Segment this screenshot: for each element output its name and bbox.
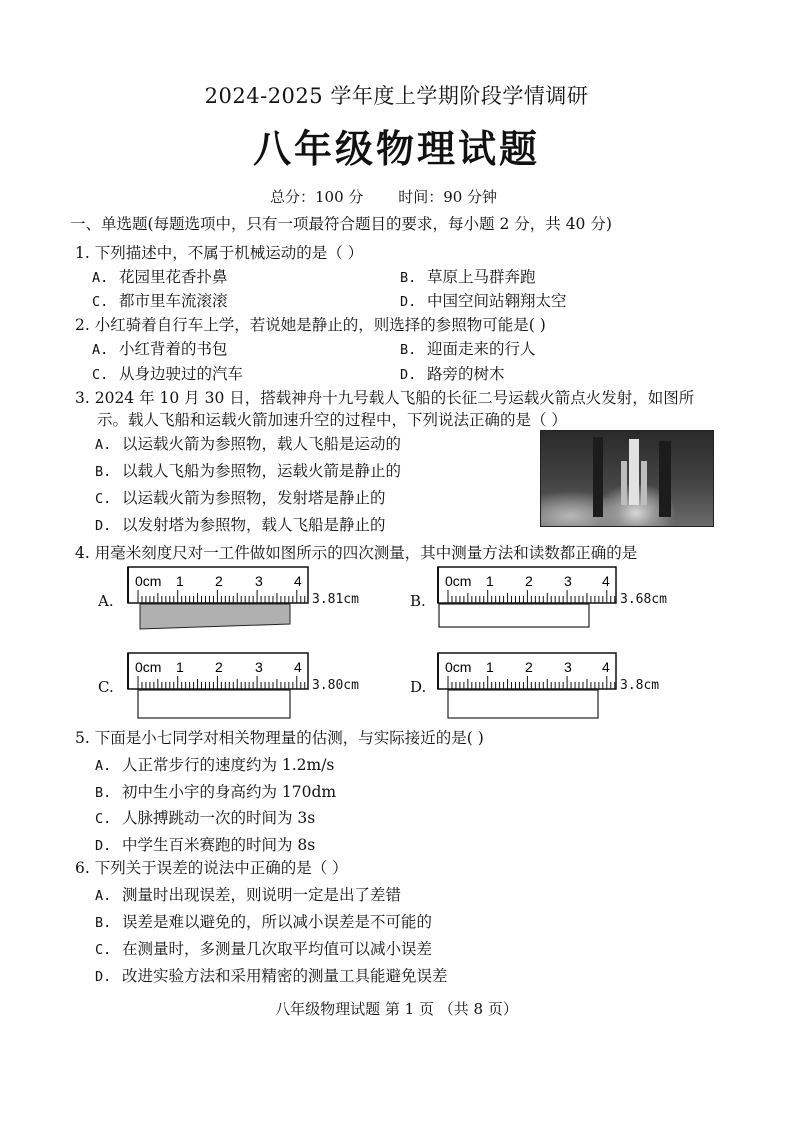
ruler-d-tick-4: 4 (602, 659, 610, 675)
ruler-a-tick-2: 2 (215, 573, 223, 589)
q6-option-b (95, 910, 432, 932)
option-label: B. (95, 915, 112, 931)
option-label: A. (92, 270, 109, 286)
rocket-body (629, 439, 639, 505)
exam-title: 八年级物理试题 (252, 126, 540, 171)
q1-option-c (92, 289, 227, 311)
ruler-a-workpiece (140, 604, 290, 629)
ruler-b-label: B. (410, 592, 426, 610)
ruler-a-zero-label: 0cm (135, 573, 162, 589)
ruler-c-tick-4: 4 (294, 659, 302, 675)
option-text: 小红背着的书包 (118, 340, 228, 358)
option-text: 花园里花香扑鼻 (118, 268, 228, 286)
q6-option-a (95, 883, 401, 905)
ruler-d-workpiece (448, 690, 598, 718)
option-label: C. (95, 491, 112, 507)
option-label: B. (400, 270, 417, 286)
option-text: 以运载火箭为参照物，发射塔是静止的 (121, 489, 386, 507)
ruler-d-zero-label: 0cm (445, 659, 472, 675)
q1-option-d (400, 289, 566, 311)
exam-meta (270, 186, 527, 207)
option-text: 人脉搏跳动一次的时间为 3s (121, 809, 316, 827)
question-1-stem: 1. 下列描述中，不属于机械运动的是（ ） (75, 244, 364, 262)
q2-option-b (400, 337, 535, 359)
option-text: 迎面走来的行人 (426, 340, 536, 358)
q6-option-d (95, 964, 447, 986)
ruler-c-tick-1: 1 (176, 659, 184, 675)
option-text: 路旁的树木 (426, 365, 505, 383)
ruler-b-tick-1: 1 (486, 573, 494, 589)
question-3-stem-line2: 示。载人飞船和运载火箭加速升空的过程中，下列说法正确的是（ ） (97, 411, 567, 429)
option-label: D. (400, 294, 417, 310)
q5-option-d (95, 833, 315, 855)
option-text: 以发射塔为参照物，载人飞船是静止的 (121, 516, 386, 534)
option-label: C. (92, 367, 109, 383)
option-text: 从身边驶过的汽车 (118, 365, 243, 383)
option-label: C. (95, 942, 112, 958)
option-label: D. (95, 838, 112, 854)
q2-option-a (92, 337, 227, 359)
ruler-b-workpiece (439, 604, 589, 627)
ruler-a-tick-1: 1 (176, 573, 184, 589)
q5-option-c (95, 806, 315, 828)
option-text: 在测量时，多测量几次取平均值可以减小误差 (121, 940, 432, 958)
option-text: 误差是难以避免的，所以减小误差是不可能的 (121, 913, 432, 931)
ruler-d-label: D. (410, 678, 427, 696)
option-text: 测量时出现误差，则说明一定是出了差错 (121, 886, 401, 904)
question-6-stem: 6. 下列关于误差的说法中正确的是（ ） (75, 859, 348, 877)
ruler-b-tick-4: 4 (602, 573, 610, 589)
option-label: C. (95, 811, 112, 827)
option-text: 中国空间站翱翔太空 (426, 292, 567, 310)
option-label: D. (95, 969, 112, 985)
option-text: 都市里车流滚滚 (118, 292, 228, 310)
q2-option-d (400, 362, 504, 384)
launch-tower-right (659, 441, 671, 517)
exam-time: 时间：90 分钟 (398, 188, 498, 206)
option-text: 人正常步行的速度约为 1.2m/s (121, 756, 335, 774)
section-heading: 一、单选题(每题选项中，只有一项最符合题目的要求，每小题 2 分，共 40 分) (70, 215, 612, 233)
q1-option-b (400, 265, 535, 287)
ruler-c-reading: 3.80cm (312, 678, 359, 693)
option-text: 改进实验方法和采用精密的测量工具能避免误差 (121, 967, 448, 985)
q3-option-b (95, 459, 401, 481)
ruler-d-tick-2: 2 (525, 659, 533, 675)
page-footer: 八年级物理试题 第 1 页 （共 8 页） (275, 1000, 518, 1018)
option-text: 初中生小宇的身高约为 170dm (121, 783, 337, 801)
rocket-launch-photo (540, 430, 714, 527)
q3-option-a (95, 432, 401, 454)
ruler-b-tick-2: 2 (525, 573, 533, 589)
option-text: 以运载火箭为参照物，载人飞船是运动的 (121, 435, 401, 453)
question-4-stem: 4. 用毫米刻度尺对一工件做如图所示的四次测量，其中测量方法和读数都正确的是 (75, 544, 638, 562)
q2-option-c (92, 362, 243, 384)
ruler-a-reading: 3.81cm (312, 592, 359, 607)
ruler-d-reading: 3.8cm (620, 678, 660, 693)
q5-option-b (95, 780, 336, 802)
ruler-a-tick-4: 4 (294, 573, 302, 589)
exam-subtitle: 2024-2025 学年度上学期阶段学情调研 (204, 84, 589, 108)
rocket-booster-left (621, 461, 627, 505)
total-score: 总分：100 分 (270, 188, 364, 206)
option-label: B. (95, 785, 112, 801)
option-label: B. (95, 464, 112, 480)
option-label: A. (95, 758, 112, 774)
ruler-a-tick-3: 3 (255, 573, 263, 589)
ruler-c-tick-2: 2 (215, 659, 223, 675)
option-text: 以载人飞船为参照物，运载火箭是静止的 (121, 462, 401, 480)
launch-tower-left (593, 437, 603, 517)
q6-option-c (95, 937, 432, 959)
option-label: A. (92, 342, 109, 358)
option-label: B. (400, 342, 417, 358)
ruler-b-reading: 3.68cm (620, 592, 667, 607)
ruler-d-tick-1: 1 (486, 659, 494, 675)
option-text: 中学生百米赛跑的时间为 8s (121, 836, 316, 854)
ruler-c-workpiece (138, 690, 290, 718)
option-label: A. (95, 888, 112, 904)
option-label: D. (400, 367, 417, 383)
ruler-b-tick-3: 3 (564, 573, 572, 589)
option-label: A. (95, 437, 112, 453)
option-label: D. (95, 518, 112, 534)
question-3-stem-line1: 3. 2024 年 10 月 30 日，搭载神舟十九号载人飞船的长征二号运载火箭点火发射，如图所 (75, 389, 695, 407)
ruler-c-zero-label: 0cm (135, 659, 162, 675)
ruler-c-tick-3: 3 (255, 659, 263, 675)
ruler-b-zero-label: 0cm (445, 573, 472, 589)
option-label: C. (92, 294, 109, 310)
question-5-stem: 5. 下面是小七同学对相关物理量的估测，与实际接近的是( ) (75, 729, 484, 747)
q3-option-c (95, 486, 385, 508)
question-2-stem: 2. 小红骑着自行车上学，若说她是静止的，则选择的参照物可能是( ) (75, 316, 546, 334)
q5-option-a (95, 753, 334, 775)
ruler-c-label: C. (98, 678, 114, 696)
ruler-a-label: A. (98, 592, 114, 610)
option-text: 草原上马群奔跑 (426, 268, 536, 286)
rocket-booster-right (641, 461, 647, 505)
q1-option-a (92, 265, 227, 287)
ruler-d-tick-3: 3 (564, 659, 572, 675)
q3-option-d (95, 513, 385, 535)
